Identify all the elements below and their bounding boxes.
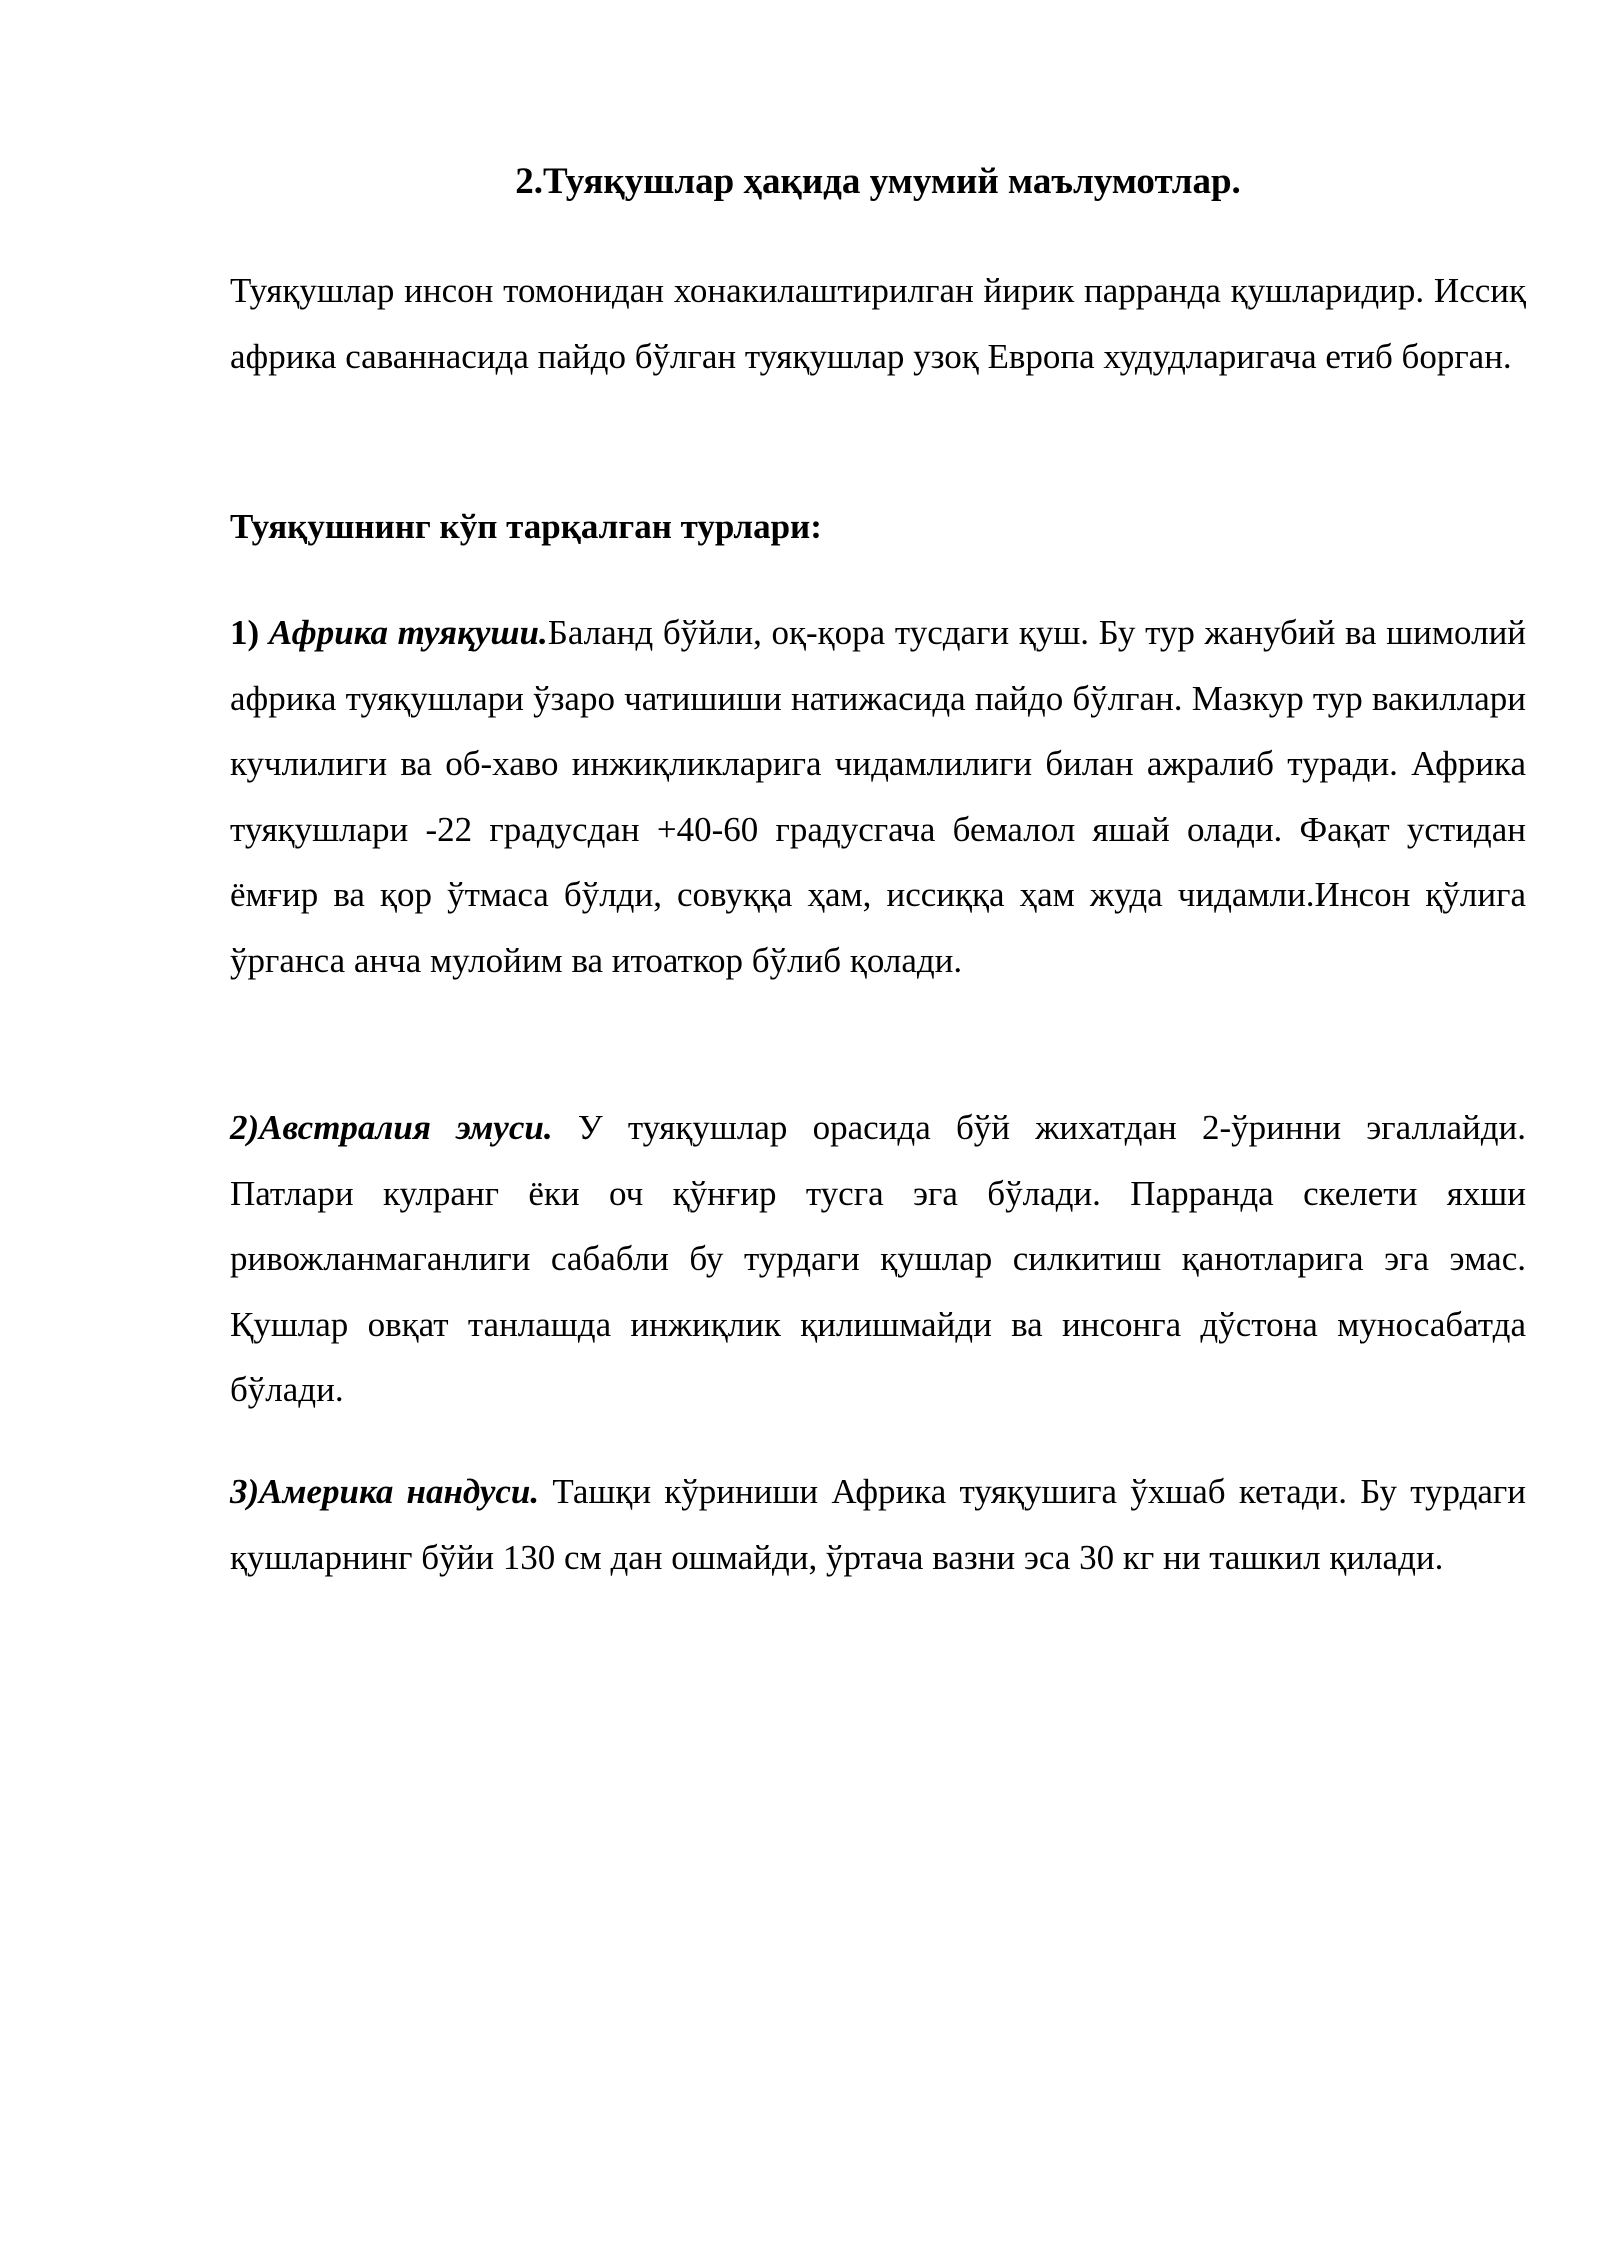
section-name: Африка туяқуши. xyxy=(268,613,548,652)
section-name: 3)Америка нандуси. xyxy=(230,1472,540,1511)
page-title: 2.Туяқушлар ҳақида умумий маълумотлар. xyxy=(515,161,1241,202)
intro-paragraph: Туяқушлар инсон томонидан хонакилаштирилган йирик парранда қушларидир. Иссиқ африка саваннасида пайдо бўлган туяқушлар узоқ Европа худудларигача етиб борган. xyxy=(230,271,1526,376)
section-american-rhea xyxy=(230,1459,1526,1590)
section-text: Ташқи кўриниши Африка туяқушига ўхшаб кетади. Бу турдаги қушларнинг бўйи 130 см дан ошмайди, ўртача вазни эса 30 кг ни ташкил қилади. xyxy=(230,1472,1526,1577)
section-text: Баланд бўйли, оқ-қора тусдаги қуш. Бу тур жанубий ва шимолий африка туяқушлари ўзаро чатишиши натижасида пайдо бўлган. Мазкур тур вакиллари кучлилиги ва об-хаво инжиқликларига чидамлилиги билан ажралиб туради. Африка туяқушлари -22 градусдан +40-60 градусгача бемалол яшай олади. Фақат устидан ёмғир ва қор ўтмаса бўлди, совуққа ҳам, иссиққа ҳам жуда чидамли.Инсон қўлига ўрганса анча мулойим ва итоаткор бўлиб қолади. xyxy=(230,613,1527,980)
section-name: 2)Австралия эмуси. xyxy=(230,1108,553,1147)
section-australian-emu xyxy=(230,1095,1526,1423)
section-subheading: Туяқушнинг кўп тарқалган турлари: xyxy=(230,507,822,546)
document-page xyxy=(230,0,1526,2262)
section-number: 1) xyxy=(230,613,269,652)
section-african-ostrich xyxy=(230,600,1526,993)
section-text: У туяқушлар орасида бўй жихатдан 2-ўринни эгаллайди. Патлари кулранг ёки оч қўнғир тусга эга бўлади. Парранда скелети яхши ривожланмаганлиги сабабли бу турдаги қушлар силкитиш қанотларига эга эмас. Қушлар овқат танлашда инжиқлик қилишмайди ва инсонга дўстона муносабатда бўлади. xyxy=(230,1108,1526,1409)
